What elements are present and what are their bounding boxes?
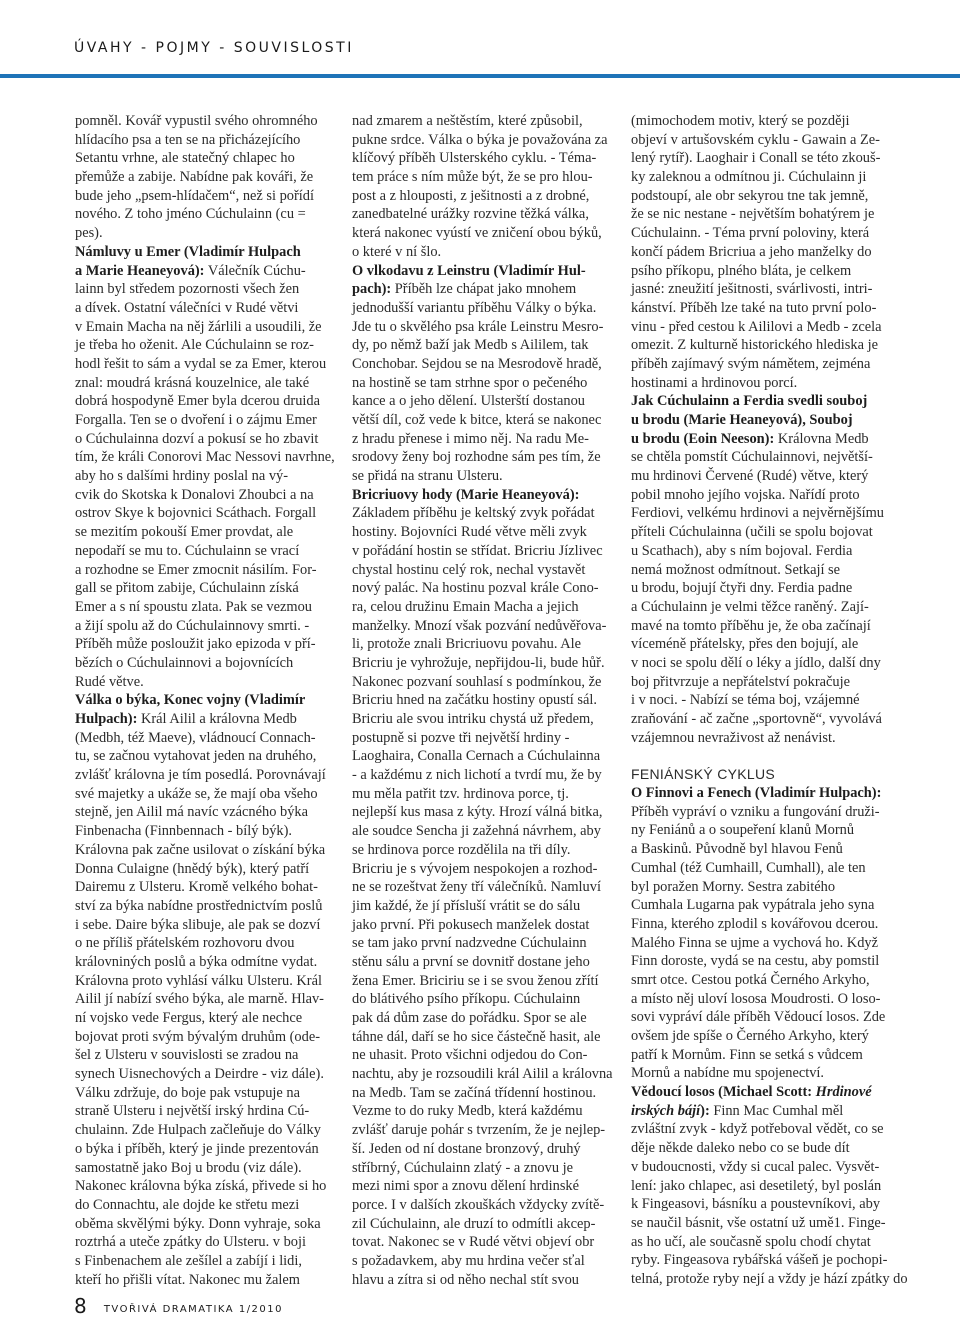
text-line: Forgalla. Ten se o dvoření i o zájmu Emer [75, 412, 317, 428]
text-line: se hrdinova porce rozdělila na tři díly. [352, 841, 571, 858]
text-line: mu měla patřit tzv. hrdinova porce, tj. [352, 785, 569, 802]
text-line: ní vojsko vede Fergus, který ale nechce [75, 1010, 303, 1026]
text-line: Základem příběhu je keltský zvyk pořádat [352, 505, 595, 522]
text-line: jako první. Při pokusech manželek dostat [352, 916, 590, 933]
text-column-1 [75, 112, 337, 1289]
text-line: nový palác. Na hostinu pozval krále Cono- [352, 580, 599, 597]
text-line: nepodaří se mu to. Cúchulainn se vrací [75, 542, 300, 559]
text-line: jasné: zneužití ješitnosti, svárlivosti, intri- [631, 281, 873, 298]
text-line: bude jeho „psem-hlídačem“, než si pořídí [75, 187, 314, 204]
text-line: a místo něj uloví lososa Moudrosti. O loso- [631, 990, 881, 1007]
text-line: větší díl, což vede k bitce, která se nakonec [352, 412, 602, 428]
text-line: nemá možnost odmítnout. Setkají se [631, 561, 841, 578]
text-line: o ne příliš přátelském rozhovoru dvou [75, 935, 295, 952]
text-line: samostatně jako Boj u brodu (viz dále). [75, 1159, 302, 1176]
text-line: Královna proto vyhlásí válku Ulsteru. Král [75, 972, 322, 989]
text-line: zil Cúchulainn, ale druzí to odmítli akcep- [352, 1215, 596, 1232]
text-line: Příběh může posloužit jako epizoda v pří- [75, 636, 316, 653]
text-line: manželky. Mnozí však pozvání nedůvěřova- [352, 617, 607, 634]
text-column-2 [352, 112, 617, 1289]
text-line: zanedbatelné urážky rozvine těžká válka, [352, 206, 589, 223]
text-line: o Cúchulainna dozví a pokusí se ho zbavit [75, 430, 319, 447]
text-line: se přidá na stranu Ulsteru. [352, 468, 503, 485]
text-line: patří k Mornům. Finn se setká s vůdcem [631, 1046, 863, 1063]
text-line: ra, celou družinu Emain Macha a jejich [352, 598, 579, 615]
text-line: hostiny. Bojovníci Rudé větve měli zvyk [352, 524, 587, 541]
text-line: objeví v artušovském cyklu - Gawain a Ze- [631, 131, 880, 148]
text-line: lainn byl středem pozornosti všech žen [75, 281, 300, 298]
text-line: synech Uisnechových a Deirdre - viz dále). [75, 1066, 324, 1083]
text-line: lený rytíř). Laoghair i Conall se této zkouš- [631, 150, 881, 167]
text-line: žena Emer. Briciriu se i se svou ženou zřítí [352, 972, 599, 989]
text-line: Finn doroste, vydá se na cestu, aby pomstil [631, 953, 880, 970]
magazine-title: TVOŘIVÁ DRAMATIKA 1/2010 [103, 1304, 284, 1315]
text-line: Cumhal (též Cumhaill, Cumhall), ale ten [631, 859, 866, 876]
text-line: ny Feniánů a o soupeření klanů Mornů [631, 822, 855, 839]
text-line: pomněl. Kovář vypustil svého ohromného [75, 113, 318, 129]
text-line: gall se přitom zabije, Cúchulainn získá [75, 580, 299, 597]
text-line: smrt otce. Cestou potká Černého Arkyho, [631, 971, 870, 988]
cycle-heading: FENIÁNSKÝ CYKLUS [631, 766, 776, 783]
text-line: hodl řešit to sám a vydal se za Emer, kterou [75, 355, 327, 372]
text-line: Dairemu z Ulsteru. Kromě velkého bohat- [75, 879, 318, 896]
text-line: Emer a s ní spoustu zlata. Pak se vezmou [75, 598, 312, 615]
text-line: tovat. Nakonec se v Rudé větvi objeví obr [352, 1234, 595, 1251]
text-line: mu hrdinovi Červené (Rudé) větve, který [631, 468, 869, 485]
text-line: Královna pak začne usilovat o získání býka [75, 841, 326, 858]
text-line: Ferdiovi, velkému hrdinovi a nejvěrnějšímu [631, 505, 884, 522]
text-line: sovi vypráví dále příběh Vědoucí losos. Zde [631, 1009, 886, 1026]
text-line: Setantu vrhne, ale statečný chlapec ho [75, 150, 295, 167]
text-line: že se nic nestane - největším bohatýrem je [631, 206, 875, 223]
text-line: Nakonec pozvaní souhlasí s podmínkou, že [352, 673, 602, 690]
text-line: a dívek. Ostatní válečníci v Rudé větvi [75, 299, 299, 316]
text-line: šel z Ulsteru v souvislosti se zradou na [75, 1047, 299, 1064]
text-line: o které v ní šlo. [352, 243, 442, 260]
text-line: telná, protože ryby nejí a vždy je hází zpátky do [631, 1270, 908, 1287]
text-line: porce. I v dalších zkouškách vždycky zvítě- [352, 1196, 605, 1213]
text-line: bojovat proti svým bývalým druhům (ode- [75, 1028, 321, 1045]
story-heading-line: O Finnovi a Fenech (Vladimír Hulpach): [631, 785, 882, 802]
text-line: která nakonec vyústí ve zničení obou býků, [352, 225, 602, 242]
text-line: o býka i příběh, který je jinde prezentován [75, 1140, 319, 1157]
text-line: zraňování - ač začne „sportovně“, vyvolává [631, 711, 882, 727]
text-line: Bricriu hned na začátku hostiny opustí sál. [352, 692, 597, 709]
text-line: a rozhodne se Emer zmocnit násilím. For- [75, 561, 317, 578]
text-line: roztrhá a uteče zpátky do Ulsteru. v boji [75, 1234, 306, 1251]
text-line: ostrov Skye k bojovnici Scáthach. Forgall [75, 505, 317, 522]
text-line: víceméně přátelsky, přes den bojují, ale [631, 636, 859, 653]
text-line: zvláštní zvyk - když potřeboval vědět, co se [631, 1121, 884, 1138]
header-rule [0, 74, 960, 78]
text-line: se mezitím pokouší Emer provdat, ale [75, 524, 294, 541]
text-line: Bricriu ale svou intriku chystá už předem, [352, 711, 594, 727]
text-line: tem práce s ním může být, že se pro hlou- [352, 169, 593, 186]
text-line: Jde tu o skvělého psa krále Leinstru Mesro- [352, 318, 604, 335]
text-line: Malého Finna se ujme a vychová ho. Když [631, 934, 878, 951]
story-heading-line: Válka o býka, Konec vojny (Vladimír [75, 692, 306, 709]
text-line: hlavu a zítra si od něho nechal stít svou [352, 1271, 579, 1288]
story-heading-line: Bricriuovy hody (Marie Heaneyová): [352, 486, 580, 503]
story-heading-line: a Marie Heaneyová): Válečník Cúchu- [75, 262, 306, 279]
text-line: na hostině se tam strhne spor o pečeného [352, 374, 588, 391]
text-line: v pořádání hostin se střídat. Bricriu Jízlivec [352, 542, 603, 559]
story-heading-line: pach): Příběh lze chápat jako mnohem [352, 281, 577, 298]
text-line: psího příkopu, plného bláta, je celkem [631, 262, 852, 279]
text-line: královniných poslů a býka odmítne vydat. [75, 953, 318, 970]
text-line: do Connachtu, ale dojde ke střetu mezi [75, 1196, 300, 1213]
text-line: oběma skvělými býky. Donn vyhraje, soka [75, 1215, 321, 1232]
text-line: zvlášť královna je tím posedlá. Porovnávají [75, 767, 326, 784]
text-line: příběh zajímavý svým námětem, zejména [631, 355, 871, 372]
text-line: v Emain Macha na něj žárlili a usoudili, že [75, 318, 322, 335]
text-line: pobil mnoho jejího vojska. Nařídí proto [631, 486, 860, 503]
text-line: a Baskinů. Původně byl hlavou Fenů [631, 841, 843, 858]
text-line: ryby. Fingeasova rybářská vášeň je pochopi- [631, 1252, 888, 1269]
text-line: byl poražen Morny. Sestra zabitého [631, 878, 836, 895]
text-line: bězích o Cúchulainnovi a bojovnících [75, 654, 294, 671]
text-line: Rudé větve. [75, 673, 144, 690]
text-line: příteli Cúchulainna (učili se spolu bojovat [631, 524, 873, 541]
text-line: vzájemnou nevraživost až nenávist. [631, 729, 836, 746]
text-line: u brodu, bojují čtyři dny. Ferdia padne [631, 580, 853, 597]
text-line: u Scathach), aby s ním bojoval. Ferdia [631, 542, 853, 559]
text-line: Příběh vypráví o vzniku a fungování druži- [631, 803, 880, 820]
text-line: s požadavkem, aby mu hrdina večer sťal [352, 1252, 585, 1269]
text-line: děje někde daleko nebo co se bude dít [631, 1140, 850, 1157]
text-line: hostinami a hrdinovou porcí. [631, 374, 798, 391]
text-line: Cúchulainn. - Téma první poloviny, která [631, 225, 870, 242]
text-line: klíčový příběh Ulsterského cyklu. - Téma- [352, 150, 597, 167]
text-line: se tam jako první nadzvedne Cúchulainn [352, 935, 587, 952]
text-line: stěnu sálu a první se dovnitř dostane jeho [352, 953, 590, 970]
text-line: ky zaleknou a odmítnou ji. Cúchulainn ji [631, 169, 867, 186]
text-line: Válku zdržuje, do boje pak vstupuje na [75, 1084, 300, 1101]
text-line: Donna Culaigne (hnědý býk), který patří [75, 860, 310, 877]
text-line: pak dá dům zase do pořádku. Spor se ale [352, 1010, 587, 1026]
text-line: cvik do Skotska k Donalovi Zhoubci a na [75, 486, 314, 503]
page-number: 8 [74, 1294, 87, 1318]
text-line: kance a o jeho dělení. Ulsterští dostanou [352, 393, 585, 410]
text-line: lení: jako chlapec, asi desetiletý, byl poslán [631, 1177, 882, 1194]
text-line: Finbenacha (Finnbennach - bílý býk). [75, 823, 293, 840]
text-line: Cumhala Lugarna pak vypátrala jeho syna [631, 897, 875, 914]
text-line: post a z hlouposti, z ješitnosti a z drobné, [352, 187, 590, 204]
text-line: kánství. Příběh lze také na tuto první polo- [631, 299, 877, 316]
text-line: v noci se spolu dělí o léky a jídlo, další dny [631, 654, 881, 671]
text-line: a žijí spolu až do Cúchulainnovy smrti. - [75, 617, 310, 634]
text-line: ství za býka nabídne prostřednictvím poslů [75, 897, 323, 914]
text-line: na Medb. Tam se začíná třídenní hostinou. [352, 1084, 597, 1101]
text-line: ovšem jde spíše o Černého Arkyho, který [631, 1028, 869, 1044]
story-heading-line: u brodu (Eoin Neeson): Královna Medb [631, 430, 869, 447]
text-line: vinu - před cestou k Aililovi a Medb - zcela [631, 318, 882, 335]
text-line: postupně si pozve tři největší hrdiny - [352, 729, 570, 746]
story-heading-line: Hulpach): Král Ailil a královna Medb [75, 711, 297, 727]
text-line: nad zmarem a neštěstím, které způsobil, [352, 113, 583, 129]
text-line: - a každému z nich lichotí a tvrdí mu, že by [352, 767, 602, 784]
text-line: chulainn. Zde Hulpach začleňuje do Války [75, 1122, 321, 1139]
text-line: k Fingeasovi, básníku a poustevníkovi, aby [631, 1196, 881, 1213]
text-line: ší. Jeden od ní dostane bronzový, druhý [352, 1140, 581, 1157]
text-line: (mimochodem motiv, který se později [631, 113, 850, 129]
text-line: straně Ulsteru i největší irský hrdina Cú- [75, 1103, 310, 1120]
text-line: táhne dál, daří se ho sice částečně hasit, ale [352, 1028, 601, 1045]
text-line: stejně, jen Ailil má navíc vzácného býka [75, 804, 308, 821]
page-footer [74, 1294, 283, 1318]
text-line: jim každé, že jí přísluší vrátit se do sálu [352, 897, 581, 914]
text-line: dobrá hospodyně Emer byla dcerou druida [75, 393, 320, 410]
text-line: nachtu, aby je rozsoudili král Ailil a královna [352, 1066, 613, 1083]
text-line: své majetky a ukáže se, že mají oba všeho [75, 785, 318, 802]
text-line: mavé na tomto příběhu je, že oba začínají [631, 617, 871, 634]
story-heading-line: O vlkodavu z Leinstru (Vladimír Hul- [352, 262, 586, 279]
text-line: Bricriu je s vývojem nespokojen a rozhod- [352, 860, 598, 877]
text-line: omezit. Z kulturně historického hlediska je [631, 337, 878, 354]
text-line: Ailil jí nabízí svého býka, ale marně. Hlav- [75, 991, 324, 1008]
text-line: nového. Z toho jméno Cúchulainn (cu = [75, 206, 306, 223]
text-line: stříbrný, Cúchulainn zlatý - a znovu je [352, 1159, 573, 1176]
story-heading-line: Námluvy u Emer (Vladimír Hulpach [75, 243, 301, 260]
text-column-3 [631, 112, 908, 1289]
text-line: z hradu přenese i mimo něj. Na radu Me- [352, 430, 589, 447]
text-line: Conchobar. Sejdou se na Mesrodově hradě, [352, 355, 602, 372]
text-line: ne uhasit. Proto všichni odjedou do Con- [352, 1047, 588, 1064]
section-title: ÚVAHY - POJMY - SOUVISLOSTI [74, 40, 354, 56]
text-line: Finna, kterého zplodil s kovářovou dcerou. [631, 915, 879, 932]
text-line: pes). [75, 225, 103, 242]
text-line: srodovy ženy boj rozhodne sám pes tím, že [352, 449, 601, 466]
story-heading-line: Jak Cúchulainn a Ferdia svedli souboj [631, 393, 868, 410]
text-line: Mornů a nabídne mu spojenectví. [631, 1065, 825, 1082]
text-line: s Finbenachem ale zešílel a zabíjí i lidi, [75, 1252, 302, 1269]
text-line: se chtěla pomstít Cúchulainnovi, největší- [631, 449, 873, 466]
story-heading-line: u brodu (Marie Heaneyová), Souboj [631, 412, 853, 428]
text-line: kteří ho přišli vítat. Nakonec mu žalem [75, 1271, 300, 1288]
text-line: do blátivého psího příkopu. Cúchulainn [352, 991, 581, 1008]
paragraph-gap [631, 747, 893, 765]
text-line: aby ho s dalšími hrdiny poslal na vý- [75, 468, 289, 485]
text-line: i sebe. Daire býka slibuje, ale pak se dozví [75, 916, 321, 933]
text-line: Vezme to do ruky Medb, která každému [352, 1103, 583, 1120]
text-line: hlídacího psa a ten se na přicházejícího [75, 131, 301, 148]
text-line: přemůže a zabije. Nabídne pak kováři, že [75, 169, 314, 186]
text-line: nejlepší kus masa z kýty. Hrozí válná bitka, [352, 804, 603, 821]
text-line: znal: moudrá krásná kouzelnice, ale také [75, 374, 310, 391]
text-line: pukne srdce. Válka o býka je považována za [352, 131, 608, 148]
text-line: (Medbh, též Maeve), vládnoucí Connach- [75, 729, 316, 746]
text-line: končí pádem Bricriua a jeho manželky do [631, 243, 872, 260]
text-line: v budoucnosti, vždy si cucal palec. Vysvět- [631, 1158, 880, 1175]
text-line: podstoupí, ale obr sekyrou tne tak jemně, [631, 187, 869, 204]
text-line: se naučil básnit, vše ostatní už umě1. Finge- [631, 1214, 886, 1231]
text-line: a Cúchulainn je velmi těžce raněný. Zají- [631, 598, 869, 615]
text-line: zvlášť daruje pohár s tvrzením, že je nejlep- [352, 1122, 606, 1139]
text-line: tím, že králi Conorovi Mac Nessovi navrhne, [75, 449, 335, 466]
text-line: tu, se začnou vytahovat jeden na druhého, [75, 748, 317, 765]
text-line: i v noci. - Nabízí se téma boj, vzájemné [631, 692, 860, 709]
story-heading-line: Vědoucí losos (Michael Scott: Hrdinové [631, 1084, 872, 1101]
text-line: je třeba ho oženit. Ale Cúchulainn se roz- [75, 337, 314, 354]
text-line: Bricriu je vyhrožuje, nepřijdou-li, bude hůř. [352, 654, 605, 671]
story-heading-line: irských bájí): Finn Mac Cumhal měl [631, 1102, 844, 1119]
text-line: Laoghaira, Conalla Cernach a Cúchulainna [352, 748, 601, 765]
text-line: chystal hostinu celý rok, nechal vystavět [352, 561, 586, 578]
text-line: ale soudce Sencha ji zažehná návrhem, aby [352, 823, 601, 840]
text-line: mezi nimi spor a znovu dělení hrdinské [352, 1178, 579, 1195]
text-line: as ho učí, ale současně spolu chodí chytat [631, 1233, 871, 1250]
text-line: li, protože znali Bricriuovu povahu. Ale [352, 636, 581, 653]
text-line: Nakonec královna býka získá, přivede si ho [75, 1178, 327, 1195]
text-line: boj přitvrzuje a nepřátelství pokračuje [631, 673, 850, 690]
text-line: jednodušší variantu příběhu Války o býka. [352, 299, 597, 316]
text-line: dy, po němž baží jak Medb s Aililem, tak [352, 337, 589, 354]
text-line: ne se rozeštvat ženy tří válečníků. Namluví [352, 879, 601, 896]
